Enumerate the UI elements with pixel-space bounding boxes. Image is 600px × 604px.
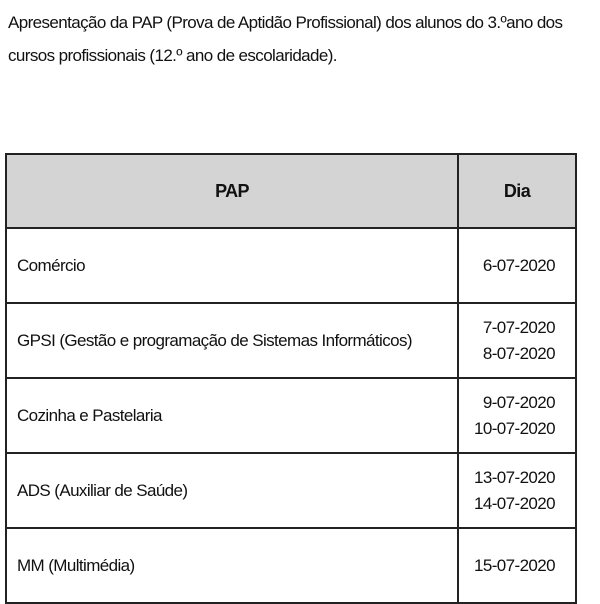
date-value: 6-07-2020 [482, 255, 555, 275]
date-cell [458, 378, 576, 453]
date-cell [458, 528, 576, 603]
table-header-row [6, 154, 576, 228]
date-value: 10-07-2020 [474, 418, 555, 438]
table-row [6, 303, 576, 378]
table-row [6, 528, 576, 603]
course-cell: Cozinha e Pastelaria [6, 378, 458, 453]
date-cell [458, 453, 576, 528]
date-cell [458, 303, 576, 378]
column-header-dia: Dia [458, 154, 576, 228]
date-value: 13-07-2020 [474, 467, 555, 487]
date-value: 9-07-2020 [482, 392, 555, 412]
course-cell: ADS (Auxiliar de Saúde) [6, 453, 458, 528]
date-cell [458, 228, 576, 303]
table-row [6, 228, 576, 303]
intro-paragraph: Apresentação da PAP (Prova de Aptidão Profissional) dos alunos do 3.ºano dos cursos profissionais (12.º ano de escolaridade). [8, 13, 563, 65]
pap-schedule-table [5, 153, 577, 604]
date-value: 14-07-2020 [474, 493, 555, 513]
date-value: 8-07-2020 [482, 343, 555, 363]
table-row [6, 453, 576, 528]
date-value: 15-07-2020 [474, 555, 555, 575]
column-header-pap: PAP [6, 154, 458, 228]
date-value: 7-07-2020 [482, 317, 555, 337]
course-cell: Comércio [6, 228, 458, 303]
table-row [6, 378, 576, 453]
course-cell: GPSI (Gestão e programação de Sistemas Informáticos) [6, 303, 458, 378]
course-cell: MM (Multimédia) [6, 528, 458, 603]
